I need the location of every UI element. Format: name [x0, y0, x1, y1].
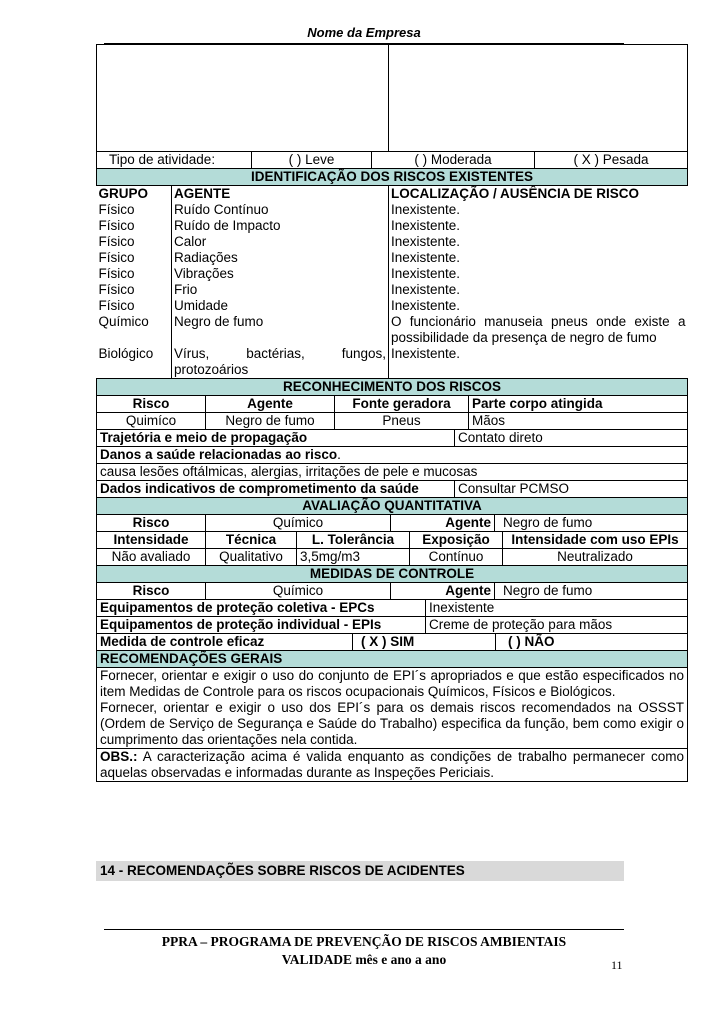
logo-area-row — [97, 45, 688, 152]
recognition-header-fonte: Fonte geradora — [335, 396, 469, 413]
quant-header-intensidade: Intensidade — [97, 532, 206, 549]
footer-line-2: VALIDADE mês e ano a ano — [281, 952, 447, 967]
indicative-row — [97, 481, 688, 498]
risk-form-table — [96, 44, 688, 782]
quantitative-risk-label: Risco — [97, 515, 206, 531]
risk-group: Físico — [97, 266, 172, 282]
recognition-risco: Quimíco — [97, 413, 206, 430]
risk-location: Inexistente. — [391, 266, 461, 281]
quant-header-intensidade-epis: Intensidade com uso EPIs — [511, 532, 679, 547]
epc-value: Inexistente — [429, 600, 495, 615]
effective-row — [97, 634, 688, 651]
epi-value: Creme de proteção para mãos — [429, 617, 613, 632]
table-row — [97, 218, 688, 234]
table-row — [97, 250, 688, 266]
risk-location: Inexistente. — [391, 234, 461, 249]
table-row — [97, 346, 688, 379]
page-header-company: Nome da Empresa — [307, 25, 421, 40]
quantitative-risk-row — [97, 515, 688, 532]
epi-row — [97, 617, 688, 634]
recognition-block — [97, 396, 688, 430]
epc-label: Equipamentos de proteção coletiva - EPCs — [97, 600, 426, 616]
section-title-quantitative: AVALIAÇÃO QUANTITATIVA — [97, 498, 688, 515]
activity-option-moderada: ( ) Moderada — [372, 152, 535, 168]
risk-group: Biológico — [97, 346, 172, 379]
risk-location: Inexistente. — [391, 298, 461, 313]
quantitative-agent-label: Agente — [391, 515, 495, 531]
table-row — [97, 202, 688, 218]
control-risk-row — [97, 583, 688, 600]
activity-type-label: Tipo de atividade: — [97, 152, 252, 168]
quantitative-agent-value: Negro de fumo — [503, 515, 593, 530]
damage-value-row — [97, 464, 688, 481]
risk-agent: Frio — [172, 282, 389, 298]
logo-box-right — [389, 45, 688, 152]
obs-label: OBS.: — [100, 749, 138, 764]
quant-header-tecnica: Técnica — [206, 532, 297, 549]
risk-agent: Ruído de Impacto — [172, 218, 389, 234]
recommendations-row — [97, 668, 688, 749]
risk-agent: Radiações — [172, 250, 389, 266]
control-risk-value: Químico — [206, 583, 391, 599]
table-row — [97, 266, 688, 282]
activity-option-pesada: ( X ) Pesada — [573, 152, 649, 167]
risk-location: Inexistente. — [391, 282, 461, 297]
trajectory-label: Trajetória e meio de propagação — [97, 430, 455, 446]
risk-agent: Ruído Contínuo — [172, 202, 389, 218]
table-row — [97, 298, 688, 314]
quant-intensidade: Não avaliado — [97, 549, 206, 566]
risk-group: Físico — [97, 250, 172, 266]
quant-header-tolerancia: L. Tolerância — [297, 532, 410, 549]
logo-box-left — [97, 45, 389, 152]
section-title-recognition: RECONHECIMENTO DOS RISCOS — [97, 379, 688, 396]
recognition-fonte: Pneus — [335, 413, 469, 430]
recommendation-paragraph-2: Fornecer, orientar e exigir o uso dos EPI´s para os demais riscos recomendados na OSSST (Ordem de Serviço de Segurança e Saúde do Trabalho) especifica da função, bem como exigir o cumprimento das orientações nela contida. — [100, 700, 684, 747]
quantitative-values-block — [97, 532, 688, 566]
quant-intensidade-epis: Neutralizado — [557, 549, 633, 564]
section-title-existing-risks: IDENTIFICAÇÃO DOS RISCOS EXISTENTES — [97, 169, 688, 186]
control-agent-value: Negro de fumo — [503, 583, 593, 598]
footer-line-1: PPRA – PROGRAMA DE PREVENÇÃO DE RISCOS AMBIENTAIS — [161, 934, 567, 949]
obs-text: A caracterização acima é valida enquanto as condições de trabalho permanecer como aquelas observadas e informadas durante as Inspeções Periciais. — [100, 749, 684, 780]
recognition-header-risco: Risco — [97, 396, 206, 413]
effective-no-option: ( ) NÃO — [508, 634, 555, 649]
quant-tolerancia: 3,5mg/m3 — [297, 549, 410, 566]
quant-exposicao: Contínuo — [410, 549, 503, 566]
trajectory-value: Contato direto — [458, 430, 543, 445]
table-row — [97, 282, 688, 298]
risk-group: Físico — [97, 282, 172, 298]
section-title-control: MEDIDAS DE CONTROLE — [97, 566, 688, 583]
risk-group: Físico — [97, 218, 172, 234]
recommendation-paragraph-1: Fornecer, orientar e exigir o uso do conjunto de EPI´s apropriados e que estão especificados no item Medidas de Controle para os riscos ocupacionais Químicos, Físicos e Biológicos. — [100, 668, 684, 699]
risk-location: O funcionário manuseia pneus onde existe a possibilidade da presença de negro de fumo — [391, 314, 686, 345]
col-header-grupo: GRUPO — [97, 186, 172, 203]
risk-agent: Vírus, bactérias, fungos, protozoários — [172, 346, 389, 379]
quant-tecnica: Qualitativo — [206, 549, 297, 566]
obs-row — [97, 749, 688, 782]
risk-group: Químico — [97, 314, 172, 346]
activity-option-leve: ( ) Leve — [252, 152, 372, 168]
indicative-value: Consultar PCMSO — [458, 481, 570, 496]
risk-agent: Umidade — [172, 298, 389, 314]
damage-label: Danos a saúde relacionadas ao risco — [100, 447, 338, 462]
risk-location: Inexistente. — [391, 250, 461, 265]
recognition-agente: Negro de fumo — [206, 413, 335, 430]
control-agent-label: Agente — [391, 583, 495, 599]
table-row — [97, 234, 688, 250]
risk-agent: Vibrações — [172, 266, 389, 282]
col-header-agente: AGENTE — [172, 186, 389, 203]
recognition-header-agente: Agente — [206, 396, 335, 413]
quant-header-exposicao: Exposição — [410, 532, 503, 549]
risk-location: Inexistente. — [391, 218, 461, 233]
epc-row — [97, 600, 688, 617]
activity-type-row — [97, 152, 688, 169]
damage-row: Danos a saúde relacionadas ao risco. — [97, 447, 688, 464]
recognition-header-parte-corpo: Parte corpo atingida — [472, 396, 603, 411]
recognition-parte-corpo: Mãos — [472, 413, 506, 428]
risk-location: Inexistente. — [391, 202, 461, 217]
risk-agent: Negro de fumo — [172, 314, 389, 346]
damage-value: causa lesões oftálmicas, alergias, irritações de pele e mucosas — [97, 464, 688, 481]
quantitative-risk-value: Químico — [206, 515, 391, 531]
risk-group: Físico — [97, 202, 172, 218]
section-14-title: 14 - RECOMENDAÇÕES SOBRE RISCOS DE ACIDENTES — [96, 861, 624, 881]
effective-yes-option: ( X ) SIM — [353, 634, 496, 650]
table-row — [97, 314, 688, 346]
existing-risks-header — [97, 186, 688, 203]
page-number: 11 — [611, 958, 623, 972]
risk-group: Físico — [97, 298, 172, 314]
risk-group: Físico — [97, 234, 172, 250]
risk-agent: Calor — [172, 234, 389, 250]
col-header-localizacao: LOCALIZAÇÃO / AUSÊNCIA DE RISCO — [391, 186, 640, 201]
risk-location: Inexistente. — [391, 346, 461, 361]
epi-label: Equipamentos de proteção individual - EPIs — [97, 617, 426, 633]
control-risk-label: Risco — [97, 583, 206, 599]
indicative-label: Dados indicativos de comprometimento da saúde — [97, 481, 455, 497]
section-title-recommendations: RECOMENDAÇÕES GERAIS — [97, 651, 688, 668]
effective-label: Medida de controle eficaz — [97, 634, 353, 650]
trajectory-row — [97, 430, 688, 447]
footer-rule — [104, 929, 624, 930]
